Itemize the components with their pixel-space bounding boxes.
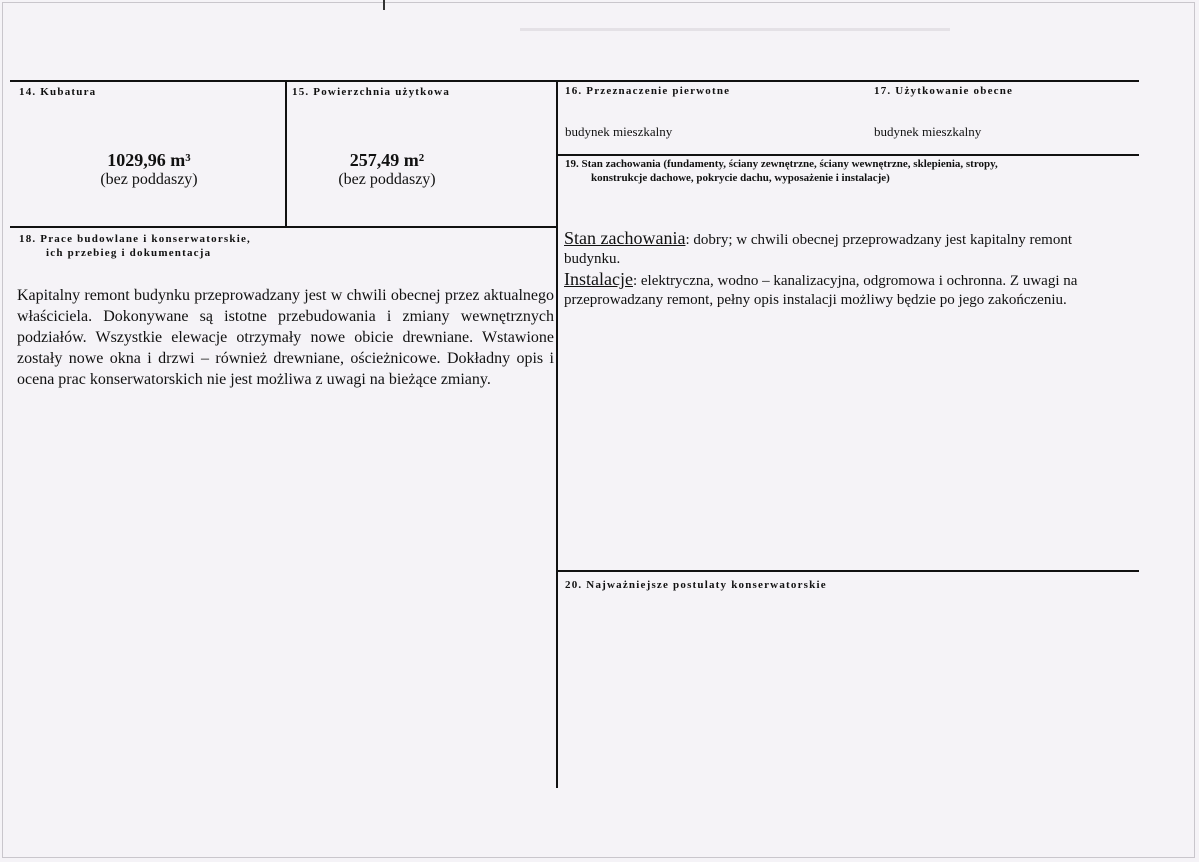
field-17-label: 17. Użytkowanie obecne (874, 85, 1014, 97)
field-18-text: Kapitalny remont budynku przeprowadzany jest w chwili obecnej przez aktualnego właściciela. Dokonywane są istotne przebudowania i zmiany wewnętrznych podziałów. Wszystkie elewacje otrzymały nowe obicie drewniane. Wstawione zostały nowe okna i drzwi – również drewniane, ościeżnicowe. Dokładny opis i ocena prac konserwatorskich nie jest możliwa z uwagi na bieżące zmiany. (17, 287, 554, 388)
field-15-value: 257,49 m² (349, 150, 425, 170)
top-tick-mark (383, 0, 385, 10)
field-18-label-line2: ich przebieg i dokumentacja (46, 247, 212, 259)
field-17-value: budynek mieszkalny (874, 124, 982, 139)
main-vertical-divider (556, 80, 558, 788)
field-19-label-line1: 19. Stan zachowania (fundamenty, ściany zewnętrzne, ściany wewnętrzne, sklepienia, stropy, (565, 158, 998, 170)
installations-text: : elektryczna, wodno – kanalizacyjna, odgromowa i ochronna. Z uwagi na przeprowadzany remont, pełny opis instalacji możliwy będzie po jego zakończeniu. (564, 273, 1078, 308)
field-14-note: (bez poddaszy) (100, 171, 198, 188)
field-14-label: 14. Kubatura (19, 86, 97, 98)
condition-text: : dobry; w chwili obecnej przeprowadzany jest kapitalny remont budynku. (564, 232, 1072, 267)
installations-heading: Instalacje (564, 269, 633, 289)
field-16-value: budynek mieszkalny (565, 124, 673, 139)
faint-scan-line (520, 28, 950, 31)
rule-under-14-15 (10, 226, 558, 228)
field-16-label: 16. Przeznaczenie pierwotne (565, 85, 731, 97)
field-18-label-line1: 18. Prace budowlane i konserwatorskie, (19, 233, 251, 245)
field-14-value-block (12, 150, 286, 189)
rule-above-20 (557, 570, 1139, 572)
rule-under-16-17 (557, 154, 1139, 156)
field-20-label: 20. Najważniejsze postulaty konserwatorskie (565, 579, 827, 591)
field-14-value: 1029,96 m³ (107, 150, 191, 170)
field-19-condition (564, 229, 1084, 269)
field-15-value-block (287, 150, 487, 189)
condition-heading: Stan zachowania (564, 228, 686, 248)
field-19-installations (564, 270, 1126, 310)
field-15-label: 15. Powierzchnia użytkowa (292, 86, 451, 98)
field-19-label-line2: konstrukcje dachowe, pokrycie dachu, wyposażenie i instalacje) (591, 172, 890, 184)
top-rule (10, 80, 1139, 82)
field-15-note: (bez poddaszy) (338, 171, 436, 188)
